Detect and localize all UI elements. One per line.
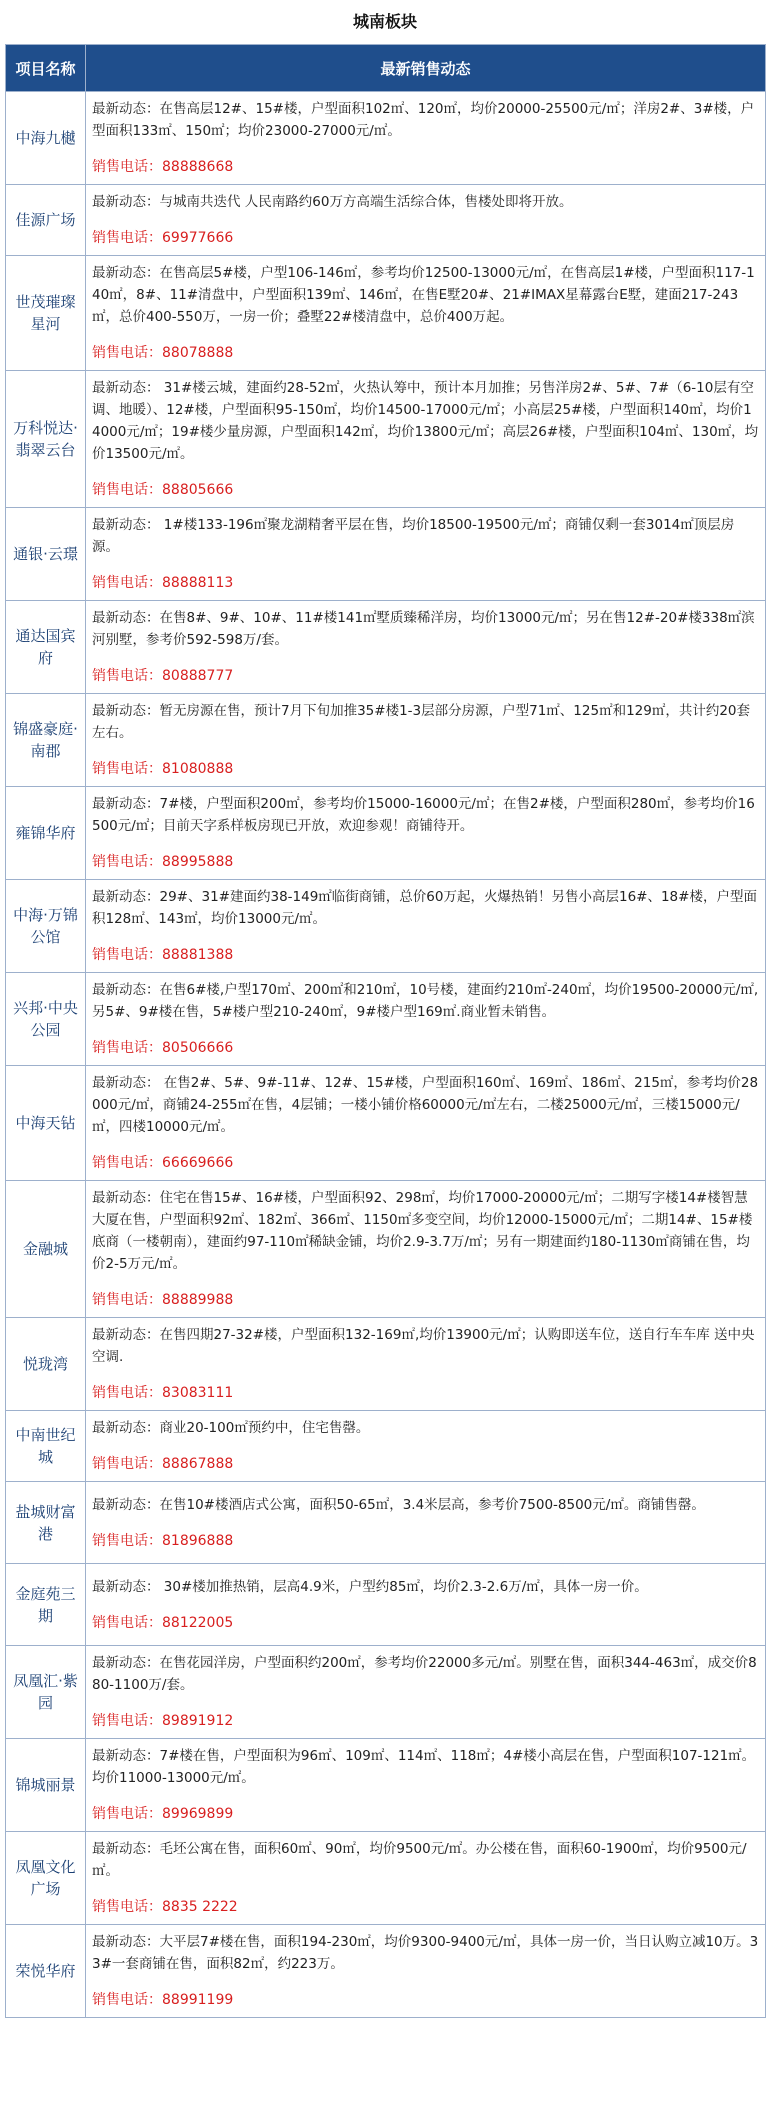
sales-phone-number[interactable]: 88078888	[162, 345, 234, 361]
project-name: 雍锦华府	[6, 787, 86, 880]
sales-phone-number[interactable]: 88991199	[162, 1992, 234, 2008]
latest-news-text: 最新动态： 31#楼云城，建面约28-52㎡，火热认筹中，预计本月加推；另售洋房2#、5#、7#（6-10层有空调、地暖）、12#楼，户型面积95-150㎡，均价14500-17000元/㎡；小高层25#楼，户型面积140㎡，均价14000元/㎡；19#楼少量房源，户型面积142㎡，均价13800元/㎡；高层26#楼，户型面积104㎡、130㎡，均价13500元/㎡。	[92, 380, 759, 462]
sales-info-cell	[86, 787, 766, 880]
sales-info-cell	[86, 1411, 766, 1482]
sales-info-cell	[86, 371, 766, 508]
table-row	[6, 185, 766, 256]
table-row	[6, 1181, 766, 1318]
table-row	[6, 256, 766, 371]
sales-phone-label: 销售电话：	[92, 1040, 162, 1056]
table-row	[6, 1482, 766, 1564]
sales-phone-number[interactable]: 88881388	[162, 947, 234, 963]
latest-news-text: 最新动态： 1#楼133-196㎡聚龙湖精奢平层在售，均价18500-19500元/㎡；商铺仅剩一套3014㎡顶层房源。	[92, 517, 735, 555]
sales-info-cell	[86, 694, 766, 787]
sales-phone-label: 销售电话：	[92, 482, 162, 498]
sales-info-cell	[86, 1646, 766, 1739]
latest-news-text: 最新动态：在售10#楼酒店式公寓，面积50-65㎡，3.4米层高，参考价7500-8500元/㎡。商铺售罄。	[92, 1496, 705, 1513]
project-name: 凤凰汇·紫园	[6, 1646, 86, 1739]
latest-news-text: 最新动态： 30#楼加推热销，层高4.9米，户型约85㎡，均价2.3-2.6万/㎡，具体一房一价。	[92, 1578, 648, 1595]
latest-news-text: 最新动态：在售高层12#、15#楼，户型面积102㎡、120㎡，均价20000-25500元/㎡；洋房2#、3#楼，户型面积133㎡、150㎡；均价23000-27000元/㎡。	[92, 101, 755, 139]
sales-phone	[92, 1382, 759, 1404]
sales-phone	[92, 1989, 759, 2011]
sales-phone	[92, 665, 759, 687]
sales-phone-label: 销售电话：	[92, 1899, 162, 1915]
sales-info-cell	[86, 1739, 766, 1832]
sales-phone-number[interactable]: 88889988	[162, 1292, 234, 1308]
project-name: 锦城丽景	[6, 1739, 86, 1832]
sales-phone	[92, 1152, 759, 1174]
latest-news-text: 最新动态：7#楼，户型面积200㎡，参考均价15000-16000元/㎡；在售2#楼，户型面积280㎡，参考均价16500元/㎡；目前天字系样板房现已开放，欢迎参观！商铺待开。	[92, 796, 755, 834]
table-row	[6, 694, 766, 787]
sales-table	[5, 44, 766, 2018]
sales-phone-label: 销售电话：	[92, 1385, 162, 1401]
sales-phone-number[interactable]: 88995888	[162, 854, 234, 870]
sales-info-cell	[86, 973, 766, 1066]
sales-phone-number[interactable]: 81080888	[162, 761, 234, 777]
sales-phone-number[interactable]: 69977666	[162, 230, 234, 246]
sales-phone-label: 销售电话：	[92, 854, 162, 870]
sales-phone	[92, 1289, 759, 1311]
project-name: 佳源广场	[6, 185, 86, 256]
sales-phone-label: 销售电话：	[92, 668, 162, 684]
sales-phone	[92, 156, 759, 178]
sales-phone-label: 销售电话：	[92, 1155, 162, 1171]
sales-phone-label: 销售电话：	[92, 230, 162, 246]
project-name: 世茂璀璨星河	[6, 256, 86, 371]
sales-phone-number[interactable]: 66669666	[162, 1155, 234, 1171]
sales-info-cell	[86, 1925, 766, 2018]
sales-phone-label: 销售电话：	[92, 575, 162, 591]
project-name: 通达国宾府	[6, 601, 86, 694]
table-row	[6, 92, 766, 185]
table-row	[6, 1564, 766, 1646]
sales-phone-label: 销售电话：	[92, 1992, 162, 2008]
sales-phone	[92, 1037, 759, 1059]
sales-phone	[92, 227, 759, 249]
sales-phone-number[interactable]: 88805666	[162, 482, 234, 498]
sales-phone	[92, 1612, 759, 1634]
sales-phone	[92, 1453, 759, 1475]
table-row	[6, 1411, 766, 1482]
sales-info-cell	[86, 601, 766, 694]
sales-phone	[92, 342, 759, 364]
sales-phone-number[interactable]: 83083111	[162, 1385, 234, 1401]
project-name: 万科悦达·翡翠云台	[6, 371, 86, 508]
sales-info-cell	[86, 1832, 766, 1925]
sales-phone-number[interactable]: 88122005	[162, 1614, 234, 1631]
latest-news-text: 最新动态： 在售2#、5#、9#-11#、12#、15#楼，户型面积160㎡、169㎡、186㎡、215㎡，参考均价28000元/㎡，商铺24-255㎡在售，4层铺；一楼小铺价格60000元/㎡左右，二楼25000元/㎡，三楼15000元/㎡，四楼10000元/㎡。	[92, 1075, 759, 1135]
latest-news-text: 最新动态：在售四期27-32#楼，户型面积132-169㎡,均价13900元/㎡；认购即送车位，送自行车车库 送中央空调.	[92, 1327, 755, 1365]
sales-phone	[92, 1710, 759, 1732]
sales-phone	[92, 572, 759, 594]
sales-phone-label: 销售电话：	[92, 761, 162, 777]
sales-info-cell	[86, 1181, 766, 1318]
column-header-latest-news: 最新销售动态	[86, 45, 766, 92]
sales-phone-label: 销售电话：	[92, 1292, 162, 1308]
table-row	[6, 371, 766, 508]
project-name: 中海天钻	[6, 1066, 86, 1181]
table-row	[6, 1646, 766, 1739]
table-row	[6, 787, 766, 880]
table-row	[6, 1832, 766, 1925]
sales-phone-label: 销售电话：	[92, 1456, 162, 1472]
table-row	[6, 1066, 766, 1181]
sales-info-cell	[86, 92, 766, 185]
table-header-row	[6, 45, 766, 92]
sales-phone-label: 销售电话：	[92, 345, 162, 361]
sales-info-cell	[86, 256, 766, 371]
sales-phone	[92, 1803, 759, 1825]
project-name: 悦珑湾	[6, 1318, 86, 1411]
sales-info-cell	[86, 880, 766, 973]
project-name: 盐城财富港	[6, 1482, 86, 1564]
sales-phone	[92, 944, 759, 966]
latest-news-text: 最新动态：毛坯公寓在售，面积60㎡、90㎡，均价9500元/㎡。办公楼在售，面积60-1900㎡，均价9500元/㎡。	[92, 1841, 747, 1879]
sales-info-cell	[86, 1318, 766, 1411]
sales-phone	[92, 1530, 759, 1552]
latest-news-text: 最新动态：在售8#、9#、10#、11#楼141㎡墅质臻稀洋房，均价13000元/㎡；另在售12#-20#楼338㎡滨河别墅，参考价592-598万/套。	[92, 610, 755, 648]
table-row	[6, 973, 766, 1066]
sales-phone	[92, 851, 759, 873]
project-name: 中南世纪城	[6, 1411, 86, 1482]
latest-news-text: 最新动态：与城南共迭代 人民南路约60万方高端生活综合体，售楼处即将开放。	[92, 194, 573, 210]
sales-info-cell	[86, 185, 766, 256]
project-name: 金庭苑三期	[6, 1564, 86, 1646]
project-name: 通银·云璟	[6, 508, 86, 601]
sales-phone	[92, 1896, 759, 1918]
table-row	[6, 508, 766, 601]
sales-phone-number[interactable]: 88867888	[162, 1456, 234, 1472]
column-header-project-name: 项目名称	[6, 45, 86, 92]
project-name: 中海九樾	[6, 92, 86, 185]
project-name: 荣悦华府	[6, 1925, 86, 2018]
latest-news-text: 最新动态：29#、31#建面约38-149㎡临街商铺，总价60万起，火爆热销！另售小高层16#、18#楼，户型面积128㎡、143㎡，均价13000元/㎡。	[92, 889, 757, 927]
sales-phone-label: 销售电话：	[92, 1713, 162, 1729]
latest-news-text: 最新动态：大平层7#楼在售，面积194-230㎡，均价9300-9400元/㎡，具体一房一价，当日认购立减10万。33#一套商铺在售，面积82㎡，约223万。	[92, 1934, 759, 1972]
sales-info-cell	[86, 1564, 766, 1646]
sales-phone-number[interactable]: 8835 2222	[162, 1899, 238, 1915]
latest-news-text: 最新动态：住宅在售15#、16#楼，户型面积92、298㎡，均价17000-20000元/㎡；二期写字楼14#楼智慧大厦在售，户型面积92㎡、182㎡、366㎡、1150㎡多变空间，均价12000-15000元/㎡；二期14#、15#楼底商（一楼朝南），建面约97-110㎡稀缺金铺，均价2.9-3.7万/㎡；另有一期建面约180-1130㎡商铺在售，均价2-5万元/㎡。	[92, 1190, 753, 1272]
sales-phone-number[interactable]: 88888668	[162, 159, 234, 175]
table-row	[6, 601, 766, 694]
sales-phone-label: 销售电话：	[92, 1806, 162, 1822]
sales-phone-label: 销售电话：	[92, 1532, 162, 1549]
table-row	[6, 880, 766, 973]
latest-news-text: 最新动态：商业20-100㎡预约中，住宅售罄。	[92, 1420, 370, 1436]
sales-phone-number[interactable]: 88888113	[162, 575, 234, 591]
latest-news-text: 最新动态：在售高层5#楼，户型106-146㎡，参考均价12500-13000元/㎡，在售高层1#楼，户型面积117-140㎡，8#、11#清盘中，户型面积139㎡、146㎡，在售E墅20#、21#IMAX星幕露台E墅，建面217-243㎡，总价400-550万，一房一价；叠墅22#楼清盘中，总价400万起。	[92, 265, 755, 325]
sales-phone-label: 销售电话：	[92, 947, 162, 963]
sales-phone	[92, 479, 759, 501]
latest-news-text: 最新动态：在售花园洋房，户型面积约200㎡，参考均价22000多元/㎡。别墅在售，面积344-463㎡，成交价880-1100万/套。	[92, 1655, 757, 1693]
sales-phone-number[interactable]: 81896888	[162, 1532, 234, 1549]
project-name: 金融城	[6, 1181, 86, 1318]
project-name: 中海·万锦公馆	[6, 880, 86, 973]
sales-phone-number[interactable]: 80888777	[162, 668, 234, 684]
table-row	[6, 1739, 766, 1832]
sales-phone	[92, 758, 759, 780]
project-name: 凤凰文化广场	[6, 1832, 86, 1925]
sales-phone-number[interactable]: 89891912	[162, 1713, 234, 1729]
latest-news-text: 最新动态：7#楼在售，户型面积为96㎡、109㎡、114㎡、118㎡；4#楼小高层在售，户型面积107-121㎡。均价11000-13000元/㎡。	[92, 1748, 756, 1786]
latest-news-text: 最新动态：暂无房源在售，预计7月下旬加推35#楼1-3层部分房源，户型71㎡、125㎡和129㎡，共计约20套左右。	[92, 703, 751, 741]
sales-phone-number[interactable]: 80506666	[162, 1040, 234, 1056]
table-row	[6, 1318, 766, 1411]
sales-phone-label: 销售电话：	[92, 159, 162, 175]
sales-phone-number[interactable]: 89969899	[162, 1806, 234, 1822]
sales-info-cell	[86, 1066, 766, 1181]
table-row	[6, 1925, 766, 2018]
project-name: 兴邦·中央公园	[6, 973, 86, 1066]
latest-news-text: 最新动态：在售6#楼,户型170㎡、200㎡和210㎡，10号楼，建面约210㎡-240㎡，均价19500-20000元/㎡,另5#、9#楼在售，5#楼户型210-240㎡，9#楼户型169㎡.商业暂未销售。	[92, 982, 759, 1020]
page-title: 城南板块	[352, 12, 417, 31]
project-name: 锦盛豪庭·南郡	[6, 694, 86, 787]
sales-info-cell	[86, 1482, 766, 1564]
sales-info-cell	[86, 508, 766, 601]
sales-phone-label: 销售电话：	[92, 1614, 162, 1631]
